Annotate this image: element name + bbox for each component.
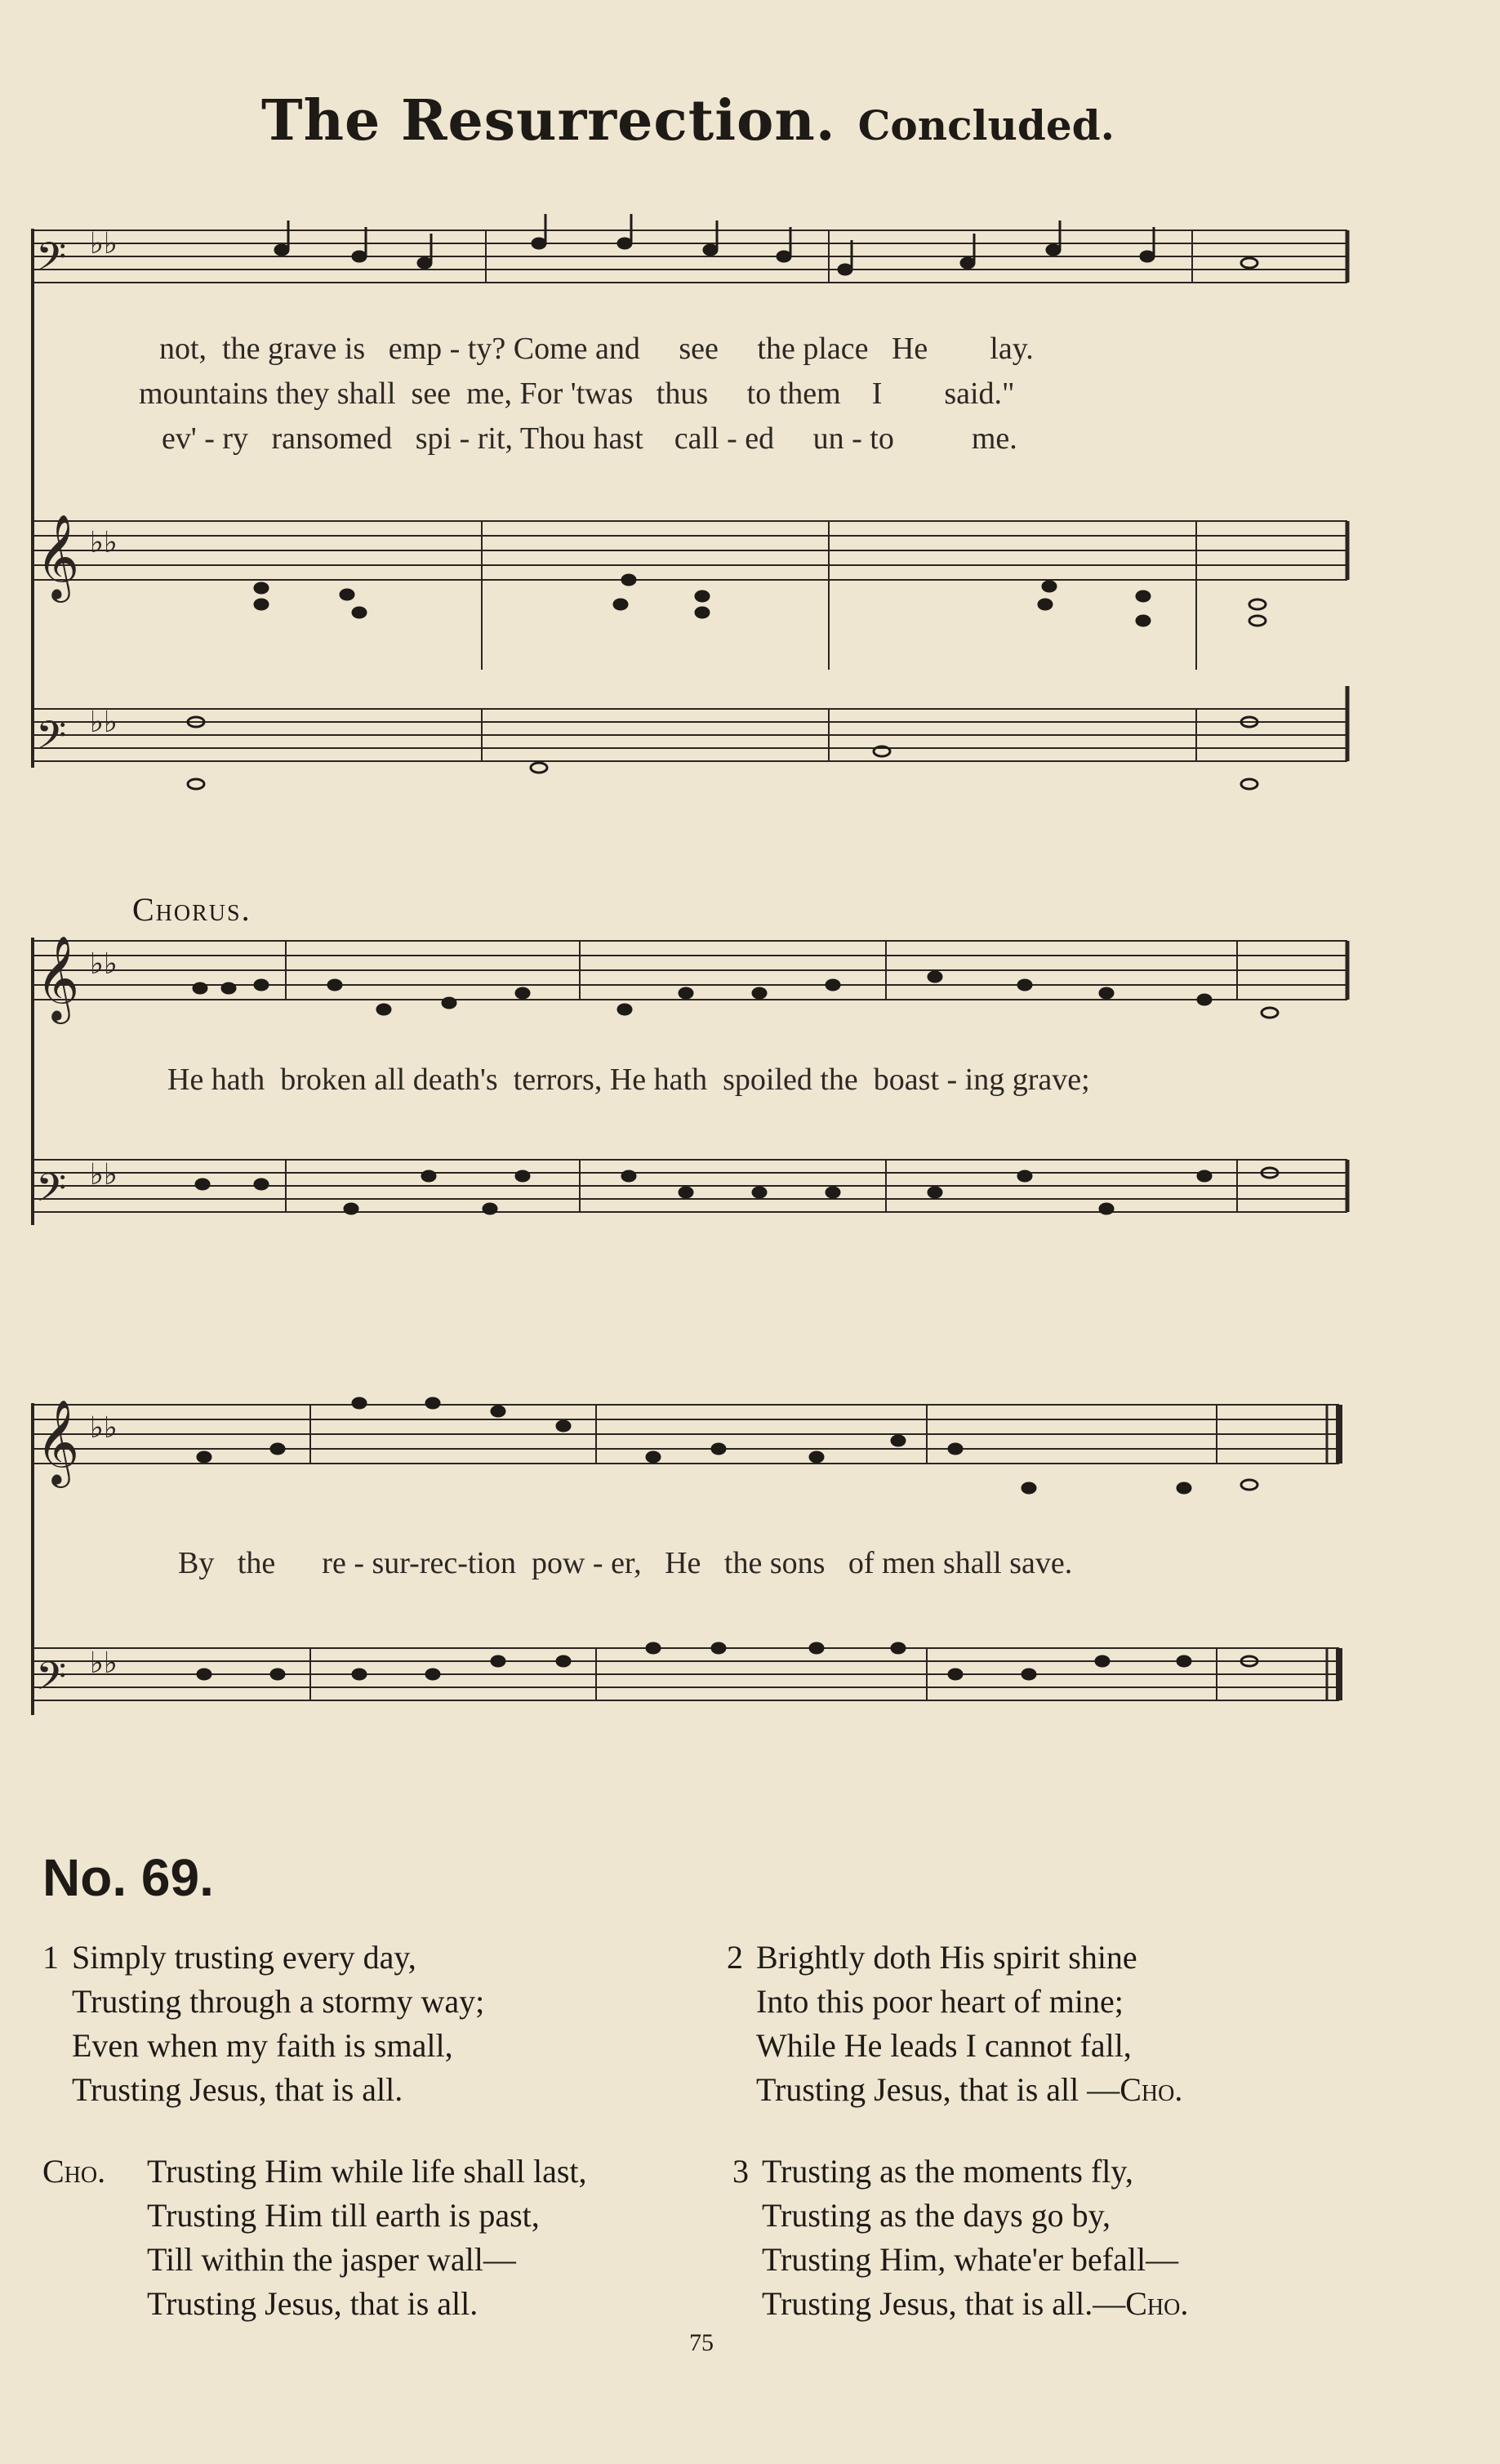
svg-text:𝄢: 𝄢	[36, 1653, 67, 1709]
chorus-lyric-2: By the re - sur-rec-tion pow - er, He the sons of men shall save.	[178, 1546, 1073, 1580]
svg-text:𝄞: 𝄞	[36, 1399, 80, 1485]
lyric-line-1: not, the grave is emp - ty? Come and see the place He lay.	[159, 332, 1034, 366]
lyric-line-2: mountains they shall see me, For 'twas thus to them I said."	[139, 377, 1015, 411]
title-concluded: Concluded.	[857, 101, 1115, 149]
chorus-lyric-1: He hath broken all death's terrors, He hath spoiled the boast - ing grave;	[167, 1063, 1090, 1097]
lyric-line-3: ev' - ry ransomed spi - rit, Thou hast call - ed un - to me.	[162, 421, 1017, 456]
music-system-3	[0, 1372, 1500, 1797]
svg-text:𝄢: 𝄢	[36, 712, 67, 768]
hymn-chorus: Cho. Trusting Him while life shall last, Trusting Him till earth is past, Till within the jasper wall— Trusting Jesus, that is all.	[42, 2153, 587, 2322]
page-number: 75	[689, 2329, 714, 2356]
svg-text:♭♭: ♭♭	[90, 1158, 118, 1192]
svg-text:♭♭: ♭♭	[90, 227, 118, 261]
svg-text:♭♭: ♭♭	[90, 706, 118, 739]
verse-3: 3 Trusting as the moments fly, Trusting as the days go by, Trusting Him, whate'er befall— Trusting Jesus, that is all.—Cho.	[732, 2153, 1189, 2322]
svg-text:♭♭: ♭♭	[90, 1646, 118, 1680]
page-title	[261, 88, 1115, 154]
svg-text:♭♭: ♭♭	[90, 1411, 118, 1445]
svg-text:𝄞: 𝄞	[36, 514, 80, 599]
svg-text:𝄞: 𝄞	[36, 935, 80, 1021]
svg-text:♭♭: ♭♭	[90, 526, 118, 559]
verse-2: 2 Brightly doth His spirit shine Into this poor heart of mine; While He leads I cannot fall, Trusting Jesus, that is all —Cho.	[727, 1939, 1183, 2108]
svg-text:♭♭: ♭♭	[90, 947, 118, 981]
svg-text:𝄢: 𝄢	[36, 1165, 67, 1220]
hymn-number: No. 69.	[42, 1848, 214, 1907]
music-system-1	[0, 204, 1500, 1005]
title: The Resurrection.	[261, 88, 836, 154]
svg-text:𝄢: 𝄢	[36, 234, 67, 289]
chorus-label: Chorus.	[132, 891, 251, 928]
verse-1: 1 Simply trusting every day, Trusting through a stormy way; Even when my faith is small, Trusting Jesus, that is all.	[42, 1939, 485, 2108]
